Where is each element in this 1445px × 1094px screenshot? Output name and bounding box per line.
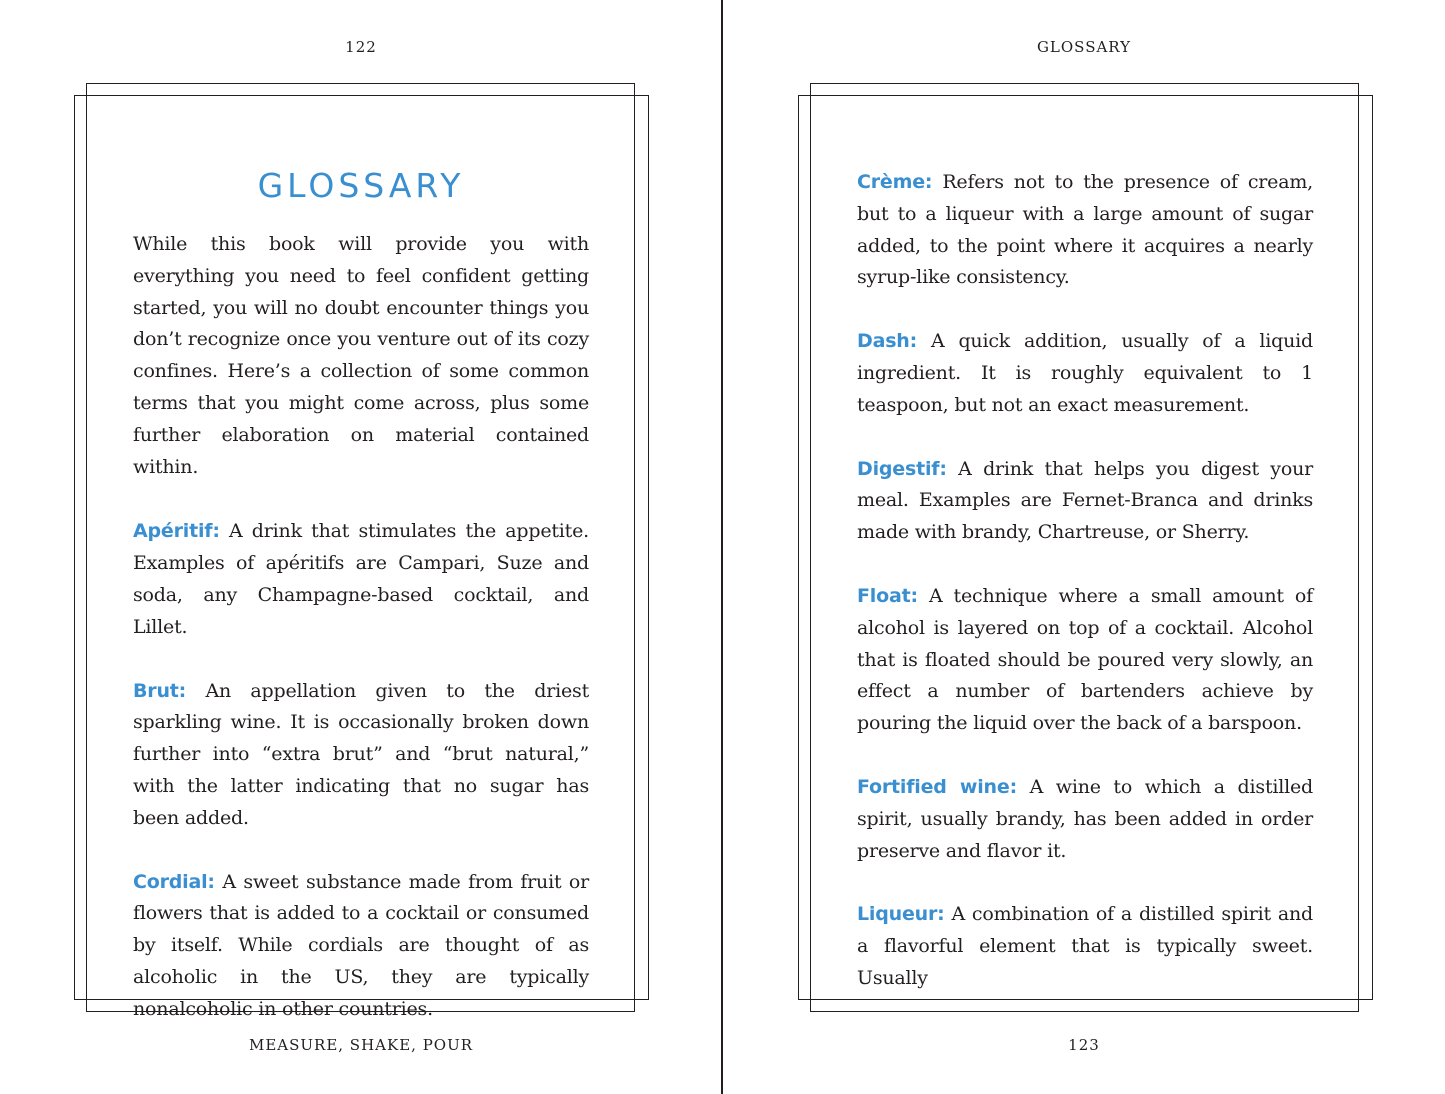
glossary-definition: A quick addition, usually of a liquid ingredient. It is roughly equivalent to 1 teaspoon, but not an exact measurement.: [857, 330, 1313, 416]
left-page: [0, 0, 722, 1094]
book-title-footer: MEASURE, SHAKE, POUR: [248, 1036, 474, 1054]
glossary-entry: [857, 772, 1313, 867]
glossary-definition: A sweet substance made from fruit or flowers that is added to a cocktail or consumed by itself. While cordials are thought of as alcoholic in the US, they are typically nonalcoholic in other countries.: [133, 870, 589, 1020]
glossary-definition: A combination of a distilled spirit and a flavorful element that is typically sweet. Usually: [857, 903, 1313, 989]
glossary-entry: [857, 167, 1313, 294]
glossary-entry: [857, 326, 1313, 421]
right-page: [723, 0, 1445, 1094]
glossary-term: Dash:: [857, 330, 918, 353]
glossary-entry: [857, 454, 1313, 549]
page-number-left: 122: [345, 38, 377, 56]
glossary-definition: An appellation given to the driest sparkling wine. It is occasionally broken down further into “extra brut” and “brut natural,” with the latter indicating that no sugar has been added.: [133, 679, 589, 829]
running-head: GLOSSARY: [1036, 38, 1132, 56]
page-number-right: 123: [1068, 1036, 1100, 1054]
left-content: [133, 229, 589, 1058]
glossary-definition: A wine to which a distilled spirit, usually brandy, has been added in order preserve and flavor it.: [857, 775, 1314, 862]
glossary-term: Liqueur:: [857, 903, 945, 926]
glossary-term: Float:: [857, 584, 918, 607]
glossary-term: Digestif:: [857, 457, 947, 480]
glossary-definition: Refers not to the presence of cream, but to a liqueur with a large amount of sugar added, to the point where it acquires a nearly syrup-like consistency.: [857, 171, 1313, 289]
glossary-term: Crème:: [857, 171, 933, 193]
glossary-entry: [133, 516, 589, 643]
glossary-definition: A drink that helps you digest your meal. Examples are Fernet-Branca and drinks made with brandy, Chartreuse, or Sherry.: [857, 457, 1313, 544]
glossary-entry: [133, 867, 589, 1026]
glossary-entry: [857, 899, 1313, 994]
glossary-definition: A drink that stimulates the appetite. Examples of apéritifs are Campari, Suze and soda, any Champagne-based cocktail, and Lillet.: [133, 520, 589, 638]
glossary-entry: [133, 676, 589, 835]
intro-paragraph: While this book will provide you with everything you need to feel confident getting started, you will no doubt encounter things you don’t recognize once you venture out of its cozy confines. Here’s a collection of some common terms that you might come across, plus some further elaboration on material contained within.: [133, 233, 589, 478]
glossary-entry: [857, 581, 1313, 740]
glossary-term: Cordial:: [133, 870, 215, 893]
glossary-term: Brut:: [133, 679, 187, 702]
glossary-term: Apéritif:: [133, 520, 220, 543]
glossary-definition: A technique where a small amount of alcohol is layered on top of a cocktail. Alcohol that is floated should be poured very slowly, an effect a number of bartenders achieve by pouring the liquid over the back of a barspoon.: [857, 584, 1313, 735]
page-title: GLOSSARY: [257, 166, 465, 205]
right-content: [857, 167, 1313, 1027]
glossary-term: Fortified wine:: [857, 775, 1017, 798]
